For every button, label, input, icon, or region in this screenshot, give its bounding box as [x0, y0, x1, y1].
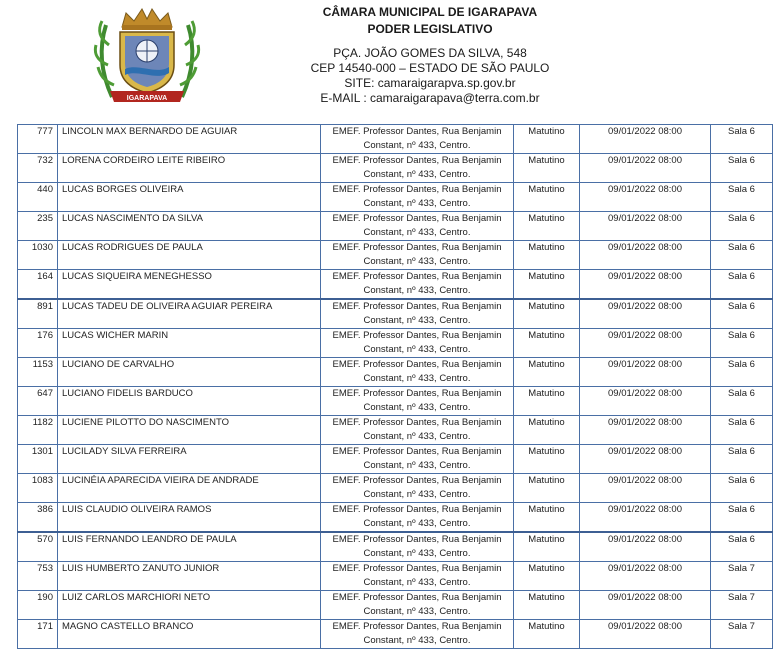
exam-room: Sala 6: [711, 387, 773, 416]
candidate-name: LUCAS SIQUEIRA MENEGHESSO: [58, 270, 321, 300]
exam-datetime: 09/01/2022 08:00: [580, 270, 711, 300]
exam-room: Sala 7: [711, 620, 773, 649]
exam-room: Sala 6: [711, 358, 773, 387]
exam-location-line-2: Constant, nº 433, Centro.: [363, 402, 471, 413]
exam-datetime: 09/01/2022 08:00: [580, 474, 711, 503]
table-row: [18, 241, 773, 270]
exam-location-line-1: EMEF. Professor Dantes, Rua Benjamin: [332, 155, 502, 166]
exam-location: [321, 562, 514, 591]
table-row: [18, 620, 773, 649]
registration-number: 164: [18, 270, 58, 300]
exam-period: Matutino: [514, 299, 580, 329]
exam-location: [321, 299, 514, 329]
exam-location-line-2: Constant, nº 433, Centro.: [363, 373, 471, 384]
exam-location-line-1: EMEF. Professor Dantes, Rua Benjamin: [332, 417, 502, 428]
registration-number: 753: [18, 562, 58, 591]
exam-location: [321, 241, 514, 270]
exam-location-line-1: EMEF. Professor Dantes, Rua Benjamin: [332, 475, 502, 486]
exam-period: Matutino: [514, 474, 580, 503]
exam-period: Matutino: [514, 532, 580, 562]
exam-location: [321, 212, 514, 241]
table-row: [18, 270, 773, 300]
registration-number: 1083: [18, 474, 58, 503]
candidate-name: LUCAS RODRIGUES DE PAULA: [58, 241, 321, 270]
table-row: [18, 358, 773, 387]
candidate-name: LUCILADY SILVA FERREIRA: [58, 445, 321, 474]
exam-room: Sala 6: [711, 445, 773, 474]
table-row: [18, 503, 773, 533]
table-row: [18, 212, 773, 241]
exam-room: Sala 6: [711, 125, 773, 154]
exam-period: Matutino: [514, 358, 580, 387]
institution-subtitle: PODER LEGISLATIVO: [367, 22, 493, 36]
exam-location-line-2: Constant, nº 433, Centro.: [363, 227, 471, 238]
exam-location-line-2: Constant, nº 433, Centro.: [363, 344, 471, 355]
registration-number: 891: [18, 299, 58, 329]
exam-location: [321, 503, 514, 533]
exam-datetime: 09/01/2022 08:00: [580, 241, 711, 270]
exam-period: Matutino: [514, 183, 580, 212]
registration-number: 1153: [18, 358, 58, 387]
exam-location-line-2: Constant, nº 433, Centro.: [363, 635, 471, 646]
candidate-name: LORENA CORDEIRO LEITE RIBEIRO: [58, 154, 321, 183]
exam-room: Sala 6: [711, 270, 773, 300]
exam-datetime: 09/01/2022 08:00: [580, 562, 711, 591]
exam-location-line-1: EMEF. Professor Dantes, Rua Benjamin: [332, 388, 502, 399]
exam-location-line-1: EMEF. Professor Dantes, Rua Benjamin: [332, 592, 502, 603]
exam-location: [321, 125, 514, 154]
candidate-name: LUCAS WICHER MARIN: [58, 329, 321, 358]
exam-datetime: 09/01/2022 08:00: [580, 591, 711, 620]
address-line-2: CEP 14540-000 – ESTADO DE SÃO PAULO: [310, 61, 550, 75]
candidate-name: MAGNO CASTELLO BRANCO: [58, 620, 321, 649]
exam-location-line-2: Constant, nº 433, Centro.: [363, 518, 471, 529]
exam-location-line-2: Constant, nº 433, Centro.: [363, 315, 471, 326]
exam-location-line-1: EMEF. Professor Dantes, Rua Benjamin: [332, 621, 502, 632]
exam-location: [321, 445, 514, 474]
registration-number: 171: [18, 620, 58, 649]
registration-number: 1030: [18, 241, 58, 270]
exam-datetime: 09/01/2022 08:00: [580, 329, 711, 358]
candidate-name: LUIS CLAUDIO OLIVEIRA RAMOS: [58, 503, 321, 533]
candidate-name: LUIZ CARLOS MARCHIORI NETO: [58, 591, 321, 620]
registration-number: 777: [18, 125, 58, 154]
exam-datetime: 09/01/2022 08:00: [580, 183, 711, 212]
table-row: [18, 183, 773, 212]
exam-location: [321, 416, 514, 445]
table-row: [18, 562, 773, 591]
exam-period: Matutino: [514, 125, 580, 154]
table-row: [18, 445, 773, 474]
document-header: [0, 0, 779, 122]
table-row: [18, 299, 773, 329]
exam-period: Matutino: [514, 241, 580, 270]
table-row: [18, 329, 773, 358]
exam-period: Matutino: [514, 503, 580, 533]
exam-period: Matutino: [514, 591, 580, 620]
exam-room: Sala 6: [711, 154, 773, 183]
exam-location-line-1: EMEF. Professor Dantes, Rua Benjamin: [332, 301, 502, 312]
table-row: [18, 532, 773, 562]
email-line: E-MAIL : camaraigarapava@terra.com.br: [320, 91, 540, 105]
registration-number: 647: [18, 387, 58, 416]
exam-location-line-2: Constant, nº 433, Centro.: [363, 285, 471, 296]
exam-period: Matutino: [514, 445, 580, 474]
exam-period: Matutino: [514, 562, 580, 591]
exam-location-line-2: Constant, nº 433, Centro.: [363, 169, 471, 180]
exam-room: Sala 6: [711, 503, 773, 533]
municipal-crest-icon: [92, 5, 202, 105]
exam-location-line-2: Constant, nº 433, Centro.: [363, 256, 471, 267]
exam-location-line-1: EMEF. Professor Dantes, Rua Benjamin: [332, 330, 502, 341]
registration-number: 176: [18, 329, 58, 358]
exam-datetime: 09/01/2022 08:00: [580, 445, 711, 474]
candidate-name: LUCIANO FIDELIS BARDUCO: [58, 387, 321, 416]
exam-location-line-1: EMEF. Professor Dantes, Rua Benjamin: [332, 213, 502, 224]
exam-location-line-1: EMEF. Professor Dantes, Rua Benjamin: [332, 446, 502, 457]
registration-number: 235: [18, 212, 58, 241]
exam-location: [321, 270, 514, 300]
registration-number: 1301: [18, 445, 58, 474]
registration-number: 1182: [18, 416, 58, 445]
exam-room: Sala 7: [711, 591, 773, 620]
candidate-name: LUCIENE PILOTTO DO NASCIMENTO: [58, 416, 321, 445]
exam-room: Sala 6: [711, 532, 773, 562]
exam-location-line-2: Constant, nº 433, Centro.: [363, 489, 471, 500]
candidate-name: LINCOLN MAX BERNARDO DE AGUIAR: [58, 125, 321, 154]
table-row: [18, 474, 773, 503]
table-row: [18, 416, 773, 445]
exam-period: Matutino: [514, 329, 580, 358]
exam-room: Sala 7: [711, 562, 773, 591]
exam-period: Matutino: [514, 387, 580, 416]
exam-location-line-1: EMEF. Professor Dantes, Rua Benjamin: [332, 271, 502, 282]
exam-period: Matutino: [514, 212, 580, 241]
exam-location-line-2: Constant, nº 433, Centro.: [363, 577, 471, 588]
exam-location: [321, 532, 514, 562]
exam-period: Matutino: [514, 270, 580, 300]
registration-number: 732: [18, 154, 58, 183]
table-row: [18, 125, 773, 154]
exam-location: [321, 154, 514, 183]
exam-location-line-2: Constant, nº 433, Centro.: [363, 140, 471, 151]
candidate-name: LUCIANO DE CARVALHO: [58, 358, 321, 387]
exam-datetime: 09/01/2022 08:00: [580, 125, 711, 154]
exam-location-line-2: Constant, nº 433, Centro.: [363, 606, 471, 617]
exam-location: [321, 358, 514, 387]
exam-period: Matutino: [514, 620, 580, 649]
exam-period: Matutino: [514, 416, 580, 445]
exam-location-line-1: EMEF. Professor Dantes, Rua Benjamin: [332, 563, 502, 574]
exam-location: [321, 591, 514, 620]
candidate-name: LUCAS TADEU DE OLIVEIRA AGUIAR PEREIRA: [58, 299, 321, 329]
exam-location-line-2: Constant, nº 433, Centro.: [363, 460, 471, 471]
exam-datetime: 09/01/2022 08:00: [580, 154, 711, 183]
exam-location: [321, 387, 514, 416]
exam-location-line-1: EMEF. Professor Dantes, Rua Benjamin: [332, 126, 502, 137]
candidate-name: LUIS HUMBERTO ZANUTO JUNIOR: [58, 562, 321, 591]
exam-location-line-1: EMEF. Professor Dantes, Rua Benjamin: [332, 534, 502, 545]
registration-number: 386: [18, 503, 58, 533]
exam-room: Sala 6: [711, 241, 773, 270]
exam-location: [321, 183, 514, 212]
registration-number: 440: [18, 183, 58, 212]
exam-room: Sala 6: [711, 329, 773, 358]
exam-datetime: 09/01/2022 08:00: [580, 532, 711, 562]
exam-datetime: 09/01/2022 08:00: [580, 387, 711, 416]
candidate-name: LUCINÉIA APARECIDA VIEIRA DE ANDRADE: [58, 474, 321, 503]
exam-datetime: 09/01/2022 08:00: [580, 299, 711, 329]
exam-location: [321, 329, 514, 358]
exam-room: Sala 6: [711, 299, 773, 329]
exam-location: [321, 474, 514, 503]
address-line-1: PÇA. JOÃO GOMES DA SILVA, 548: [333, 46, 527, 60]
exam-location-line-1: EMEF. Professor Dantes, Rua Benjamin: [332, 184, 502, 195]
exam-datetime: 09/01/2022 08:00: [580, 358, 711, 387]
candidates-table-body: [18, 125, 773, 649]
exam-location-line-2: Constant, nº 433, Centro.: [363, 431, 471, 442]
exam-location: [321, 620, 514, 649]
exam-room: Sala 6: [711, 212, 773, 241]
crest-ribbon-text: IGARAPAVA: [126, 95, 168, 102]
institution-title: CÂMARA MUNICIPAL DE IGARAPAVA: [322, 5, 538, 19]
site-line: SITE: camaraigarapva.sp.gov.br: [344, 76, 516, 90]
table-row: [18, 387, 773, 416]
exam-location-line-1: EMEF. Professor Dantes, Rua Benjamin: [332, 242, 502, 253]
table-row: [18, 591, 773, 620]
candidates-table: [17, 124, 773, 649]
exam-room: Sala 6: [711, 183, 773, 212]
exam-datetime: 09/01/2022 08:00: [580, 212, 711, 241]
exam-location-line-2: Constant, nº 433, Centro.: [363, 198, 471, 209]
registration-number: 570: [18, 532, 58, 562]
exam-datetime: 09/01/2022 08:00: [580, 503, 711, 533]
exam-datetime: 09/01/2022 08:00: [580, 620, 711, 649]
exam-room: Sala 6: [711, 416, 773, 445]
candidate-name: LUIS FERNANDO LEANDRO DE PAULA: [58, 532, 321, 562]
exam-location-line-1: EMEF. Professor Dantes, Rua Benjamin: [332, 504, 502, 515]
candidate-name: LUCAS BORGES OLIVEIRA: [58, 183, 321, 212]
table-row: [18, 154, 773, 183]
exam-room: Sala 6: [711, 474, 773, 503]
registration-number: 190: [18, 591, 58, 620]
exam-datetime: 09/01/2022 08:00: [580, 416, 711, 445]
exam-location-line-2: Constant, nº 433, Centro.: [363, 548, 471, 559]
exam-location-line-1: EMEF. Professor Dantes, Rua Benjamin: [332, 359, 502, 370]
exam-period: Matutino: [514, 154, 580, 183]
candidate-name: LUCAS NASCIMENTO DA SILVA: [58, 212, 321, 241]
